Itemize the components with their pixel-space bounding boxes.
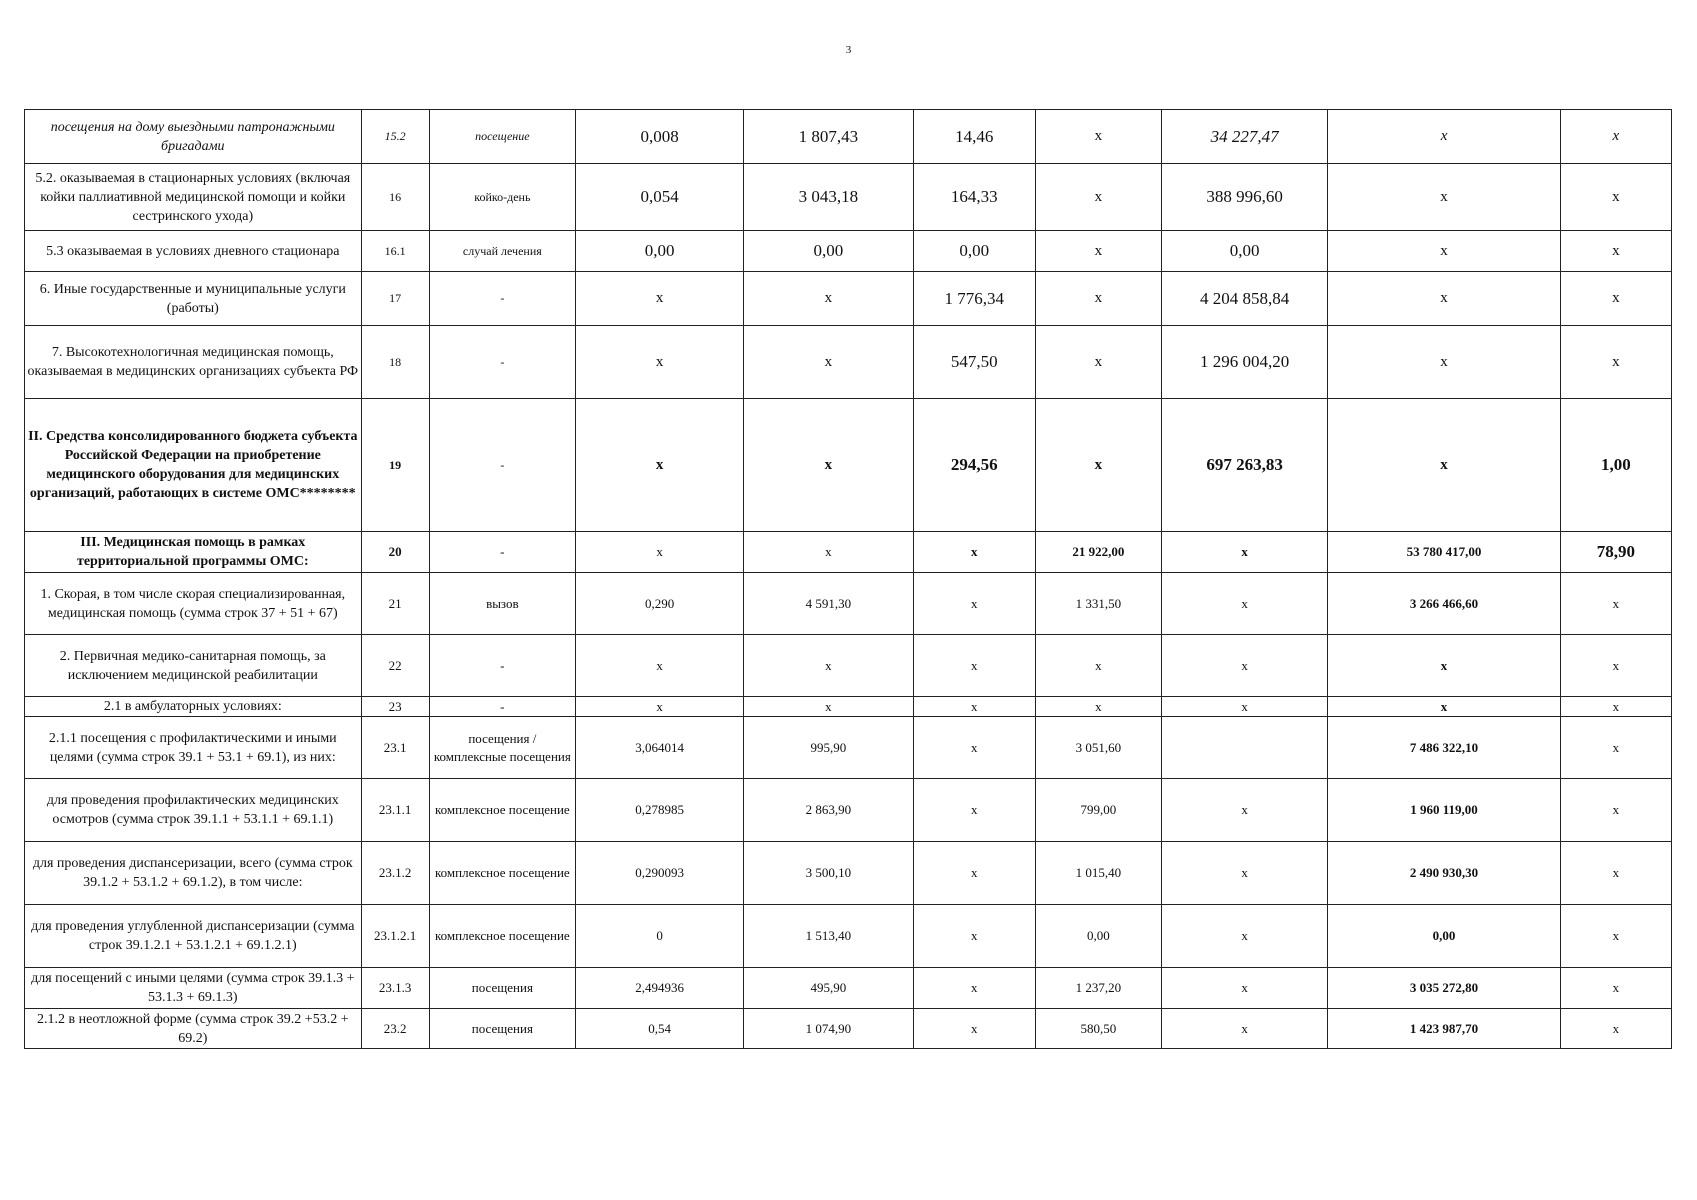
table-row	[25, 842, 1672, 905]
value-cell: 294,56	[913, 399, 1035, 532]
value-cell: 1 776,34	[913, 272, 1035, 326]
value-cell: х	[1560, 1009, 1671, 1049]
row-number: 23.1	[361, 717, 429, 779]
value-cell: 4 204 858,84	[1162, 272, 1328, 326]
value-cell: х	[1328, 231, 1560, 272]
value-cell: х	[1162, 842, 1328, 905]
value-cell: 0,00	[913, 231, 1035, 272]
value-cell: х	[1035, 399, 1161, 532]
value-cell: х	[1560, 697, 1671, 717]
row-name: 5.3 оказываемая в условиях дневного стационара	[25, 231, 362, 272]
value-cell: 1 513,40	[744, 905, 913, 968]
table-row	[25, 399, 1672, 532]
value-cell: 1 237,20	[1035, 968, 1161, 1009]
value-cell: 388 996,60	[1162, 164, 1328, 231]
value-cell: 78,90	[1560, 532, 1671, 573]
unit-cell: -	[429, 272, 575, 326]
row-number: 18	[361, 326, 429, 399]
value-cell: 0,278985	[575, 779, 743, 842]
value-cell: 3 500,10	[744, 842, 913, 905]
value-cell: 1 074,90	[744, 1009, 913, 1049]
value-cell: х	[1328, 399, 1560, 532]
value-cell: 547,50	[913, 326, 1035, 399]
row-name: 2.1.1 посещения с профилактическими и иными целями (сумма строк 39.1 + 53.1 + 69.1), из них:	[25, 717, 362, 779]
value-cell: 1 331,50	[1035, 573, 1161, 635]
row-number: 20	[361, 532, 429, 573]
value-cell: 799,00	[1035, 779, 1161, 842]
unit-cell: -	[429, 697, 575, 717]
value-cell: 3,064014	[575, 717, 743, 779]
value-cell: х	[1162, 779, 1328, 842]
value-cell: х	[1560, 164, 1671, 231]
value-cell: 2,494936	[575, 968, 743, 1009]
table-row	[25, 231, 1672, 272]
value-cell: 495,90	[744, 968, 913, 1009]
value-cell: х	[913, 635, 1035, 697]
row-name: III. Медицинская помощь в рамках территориальной программы ОМС:	[25, 532, 362, 573]
value-cell: 2 490 930,30	[1328, 842, 1560, 905]
value-cell: х	[1162, 697, 1328, 717]
table-row	[25, 1009, 1672, 1049]
value-cell: х	[1035, 164, 1161, 231]
value-cell: 3 266 466,60	[1328, 573, 1560, 635]
value-cell: х	[913, 573, 1035, 635]
value-cell: х	[1560, 779, 1671, 842]
row-name: 2. Первичная медико-санитарная помощь, за исключением медицинской реабилитации	[25, 635, 362, 697]
unit-cell: комплексное посещение	[429, 905, 575, 968]
row-number: 15.2	[361, 110, 429, 164]
table-row	[25, 110, 1672, 164]
value-cell	[1162, 717, 1328, 779]
value-cell: х	[913, 1009, 1035, 1049]
value-cell: 0,00	[575, 231, 743, 272]
unit-cell: -	[429, 635, 575, 697]
value-cell: х	[575, 635, 743, 697]
row-number: 16.1	[361, 231, 429, 272]
unit-cell: -	[429, 399, 575, 532]
row-name: 5.2. оказываемая в стационарных условиях (включая койки паллиативной медицинской помощи и койки сестринского ухода)	[25, 164, 362, 231]
row-number: 23.1.1	[361, 779, 429, 842]
value-cell: 0,00	[1035, 905, 1161, 968]
value-cell: 1 296 004,20	[1162, 326, 1328, 399]
value-cell: х	[913, 779, 1035, 842]
value-cell: 21 922,00	[1035, 532, 1161, 573]
value-cell: 0,008	[575, 110, 743, 164]
row-number: 23.1.2.1	[361, 905, 429, 968]
value-cell: х	[1162, 968, 1328, 1009]
value-cell: х	[575, 272, 743, 326]
table-row	[25, 779, 1672, 842]
table-row	[25, 164, 1672, 231]
value-cell: х	[1035, 635, 1161, 697]
table-row	[25, 968, 1672, 1009]
value-cell: х	[744, 326, 913, 399]
value-cell: 1,00	[1560, 399, 1671, 532]
value-cell: х	[1035, 110, 1161, 164]
value-cell: х	[1560, 968, 1671, 1009]
row-number: 23	[361, 697, 429, 717]
value-cell: х	[575, 326, 743, 399]
row-number: 23.2	[361, 1009, 429, 1049]
value-cell: х	[744, 399, 913, 532]
row-name: 1. Скорая, в том числе скорая специализированная, медицинская помощь (сумма строк 37 + 51 + 67)	[25, 573, 362, 635]
value-cell: х	[913, 697, 1035, 717]
row-number: 23.1.3	[361, 968, 429, 1009]
value-cell: 580,50	[1035, 1009, 1161, 1049]
row-name: 7. Высокотехнологичная медицинская помощь, оказываемая в медицинских организациях субъекта РФ	[25, 326, 362, 399]
value-cell: х	[744, 635, 913, 697]
unit-cell: комплексное посещение	[429, 779, 575, 842]
table-row	[25, 326, 1672, 399]
value-cell: х	[913, 532, 1035, 573]
unit-cell: койко-день	[429, 164, 575, 231]
table-row	[25, 573, 1672, 635]
unit-cell: посещения	[429, 968, 575, 1009]
unit-cell: комплексное посещение	[429, 842, 575, 905]
unit-cell: посещения	[429, 1009, 575, 1049]
unit-cell: случай лечения	[429, 231, 575, 272]
value-cell: 0,290	[575, 573, 743, 635]
row-name: 2.1.2 в неотложной форме (сумма строк 39.2 +53.2 + 69.2)	[25, 1009, 362, 1049]
value-cell: 1 015,40	[1035, 842, 1161, 905]
value-cell: 995,90	[744, 717, 913, 779]
financing-table	[24, 109, 1672, 1049]
table-row	[25, 697, 1672, 717]
value-cell: х	[1035, 272, 1161, 326]
value-cell: х	[744, 697, 913, 717]
value-cell: х	[913, 968, 1035, 1009]
value-cell: х	[1560, 326, 1671, 399]
row-name: посещения на дому выездными патронажными бригадами	[25, 110, 362, 164]
value-cell: 0,054	[575, 164, 743, 231]
value-cell: х	[913, 842, 1035, 905]
value-cell: 0	[575, 905, 743, 968]
value-cell: 4 591,30	[744, 573, 913, 635]
table-row	[25, 905, 1672, 968]
row-number: 22	[361, 635, 429, 697]
value-cell: х	[744, 272, 913, 326]
value-cell: 3 043,18	[744, 164, 913, 231]
value-cell: х	[1560, 842, 1671, 905]
value-cell: х	[1162, 635, 1328, 697]
row-name: II. Средства консолидированного бюджета субъекта Российской Федерации на приобретение медицинского оборудования для медицинских организаций, работающих в системе ОМС********	[25, 399, 362, 532]
value-cell: х	[1560, 573, 1671, 635]
row-name: для проведения профилактических медицинских осмотров (сумма строк 39.1.1 + 53.1.1 + 69.1.1)	[25, 779, 362, 842]
value-cell: х	[575, 532, 743, 573]
value-cell: 53 780 417,00	[1328, 532, 1560, 573]
value-cell: х	[1035, 326, 1161, 399]
row-number: 23.1.2	[361, 842, 429, 905]
table-row	[25, 717, 1672, 779]
value-cell: 697 263,83	[1162, 399, 1328, 532]
value-cell: х	[1560, 110, 1671, 164]
value-cell: 34 227,47	[1162, 110, 1328, 164]
value-cell: х	[1560, 717, 1671, 779]
unit-cell: посещение	[429, 110, 575, 164]
table-row	[25, 635, 1672, 697]
value-cell: х	[1162, 573, 1328, 635]
value-cell: х	[1328, 697, 1560, 717]
row-name: для посещений с иными целями (сумма строк 39.1.3 + 53.1.3 + 69.1.3)	[25, 968, 362, 1009]
value-cell: х	[1162, 532, 1328, 573]
value-cell: 3 051,60	[1035, 717, 1161, 779]
value-cell: 0,00	[1328, 905, 1560, 968]
value-cell: х	[1035, 231, 1161, 272]
row-number: 21	[361, 573, 429, 635]
row-name: 2.1 в амбулаторных условиях:	[25, 697, 362, 717]
value-cell: 3 035 272,80	[1328, 968, 1560, 1009]
value-cell: х	[1328, 110, 1560, 164]
row-number: 19	[361, 399, 429, 532]
table-row	[25, 532, 1672, 573]
unit-cell: посещения / комплексные посещения	[429, 717, 575, 779]
value-cell: 1 960 119,00	[1328, 779, 1560, 842]
value-cell: х	[575, 399, 743, 532]
value-cell: х	[1560, 635, 1671, 697]
value-cell: х	[1560, 272, 1671, 326]
row-name: для проведения диспансеризации, всего (сумма строк 39.1.2 + 53.1.2 + 69.1.2), в том числе:	[25, 842, 362, 905]
value-cell: х	[1035, 697, 1161, 717]
value-cell: х	[1162, 1009, 1328, 1049]
row-name: 6. Иные государственные и муниципальные услуги (работы)	[25, 272, 362, 326]
row-name: для проведения углубленной диспансеризации (сумма строк 39.1.2.1 + 53.1.2.1 + 69.1.2.1)	[25, 905, 362, 968]
unit-cell: -	[429, 532, 575, 573]
value-cell: 0,00	[1162, 231, 1328, 272]
value-cell: х	[1560, 231, 1671, 272]
value-cell: 0,54	[575, 1009, 743, 1049]
page-number: 3	[845, 44, 852, 56]
value-cell: х	[1328, 635, 1560, 697]
value-cell: х	[913, 717, 1035, 779]
value-cell: х	[913, 905, 1035, 968]
value-cell: х	[1328, 326, 1560, 399]
value-cell: 1 807,43	[744, 110, 913, 164]
value-cell: 1 423 987,70	[1328, 1009, 1560, 1049]
table-row	[25, 272, 1672, 326]
value-cell: 0,00	[744, 231, 913, 272]
value-cell: 164,33	[913, 164, 1035, 231]
row-number: 16	[361, 164, 429, 231]
value-cell: х	[575, 697, 743, 717]
value-cell: х	[1328, 272, 1560, 326]
value-cell: х	[1162, 905, 1328, 968]
value-cell: х	[1560, 905, 1671, 968]
value-cell: 14,46	[913, 110, 1035, 164]
unit-cell: вызов	[429, 573, 575, 635]
value-cell: 0,290093	[575, 842, 743, 905]
value-cell: 2 863,90	[744, 779, 913, 842]
unit-cell: -	[429, 326, 575, 399]
value-cell: х	[1328, 164, 1560, 231]
value-cell: х	[744, 532, 913, 573]
row-number: 17	[361, 272, 429, 326]
value-cell: 7 486 322,10	[1328, 717, 1560, 779]
